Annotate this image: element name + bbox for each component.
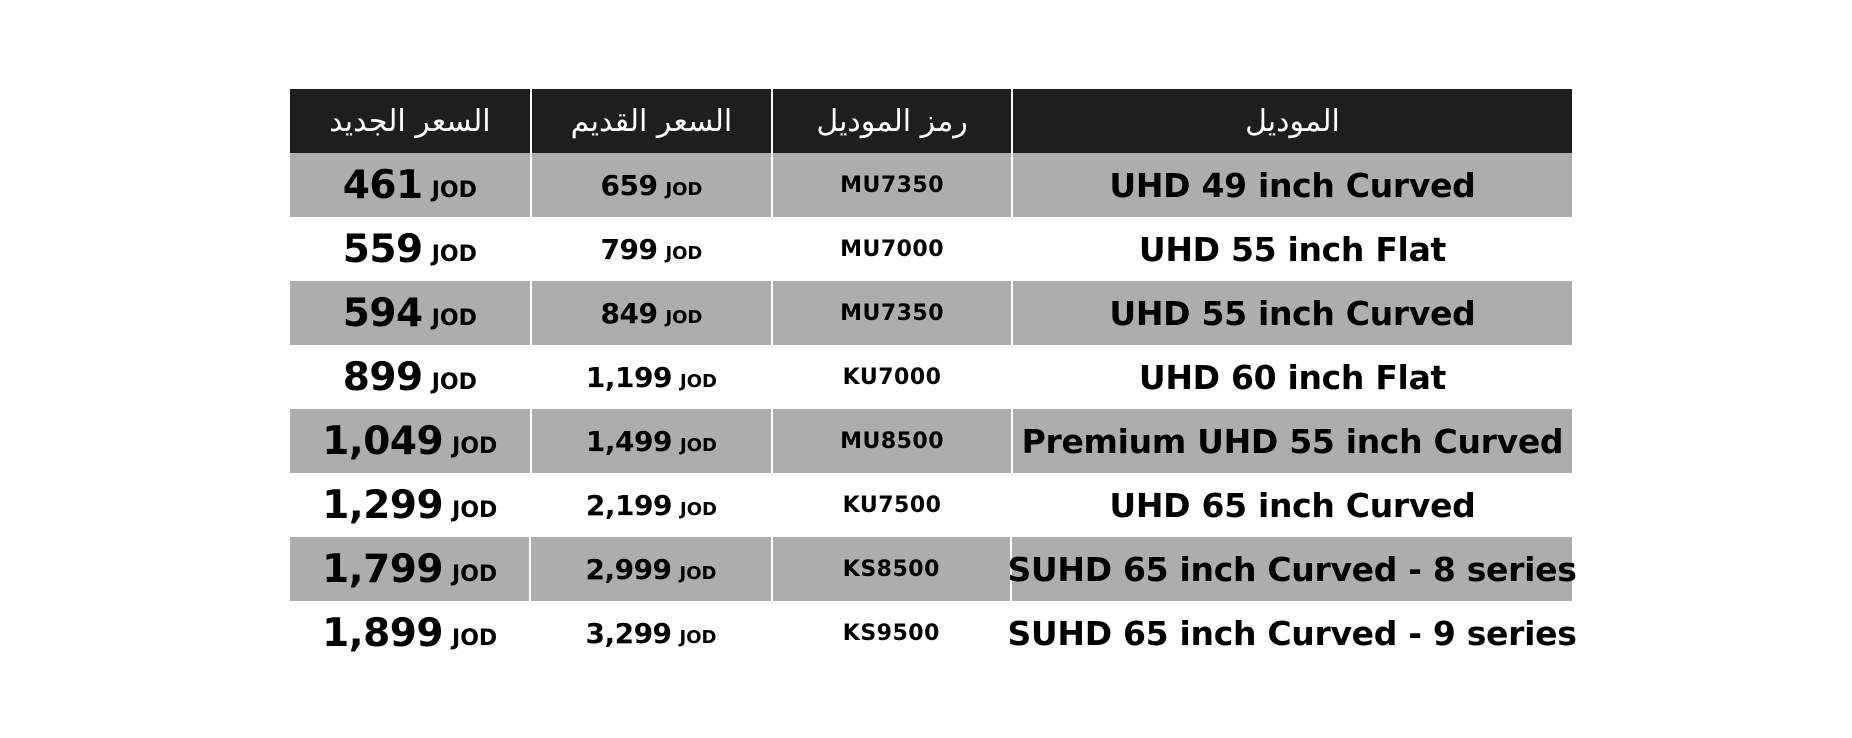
old-price-value: 1,499 xyxy=(585,424,672,458)
currency-label: JOD xyxy=(452,561,498,587)
currency-label: JOD xyxy=(680,370,717,392)
header-old-price xyxy=(532,89,772,153)
currency-label: JOD xyxy=(452,433,498,459)
currency-label: JOD xyxy=(665,242,703,264)
new-price-cell xyxy=(290,473,530,537)
header-model xyxy=(1013,89,1572,153)
model-cell xyxy=(1013,345,1572,409)
model-code-value: KU7500 xyxy=(842,492,942,518)
old-price-cell xyxy=(532,281,772,345)
currency-label: JOD xyxy=(431,305,477,331)
model-code-cell xyxy=(773,473,1011,537)
model-code-cell xyxy=(773,217,1011,281)
new-price-value: 559 xyxy=(342,226,423,272)
table-row xyxy=(290,217,1572,281)
currency-label: JOD xyxy=(431,177,477,203)
model-code-value: MU7350 xyxy=(840,300,945,326)
model-code-value: KS8500 xyxy=(842,556,940,582)
model-code-cell xyxy=(773,281,1011,345)
new-price-value: 1,799 xyxy=(322,546,444,592)
model-name: SUHD 65 inch Curved - 9 series xyxy=(1007,613,1577,653)
model-code-value: MU7000 xyxy=(840,236,945,262)
model-cell xyxy=(1013,473,1572,537)
header-model-code xyxy=(773,89,1011,153)
header-new-price-label: السعر الجديد xyxy=(329,103,491,139)
old-price-value: 3,299 xyxy=(585,616,672,650)
price-table xyxy=(290,89,1577,665)
header-old-price-label: السعر القديم xyxy=(570,103,733,139)
model-code-cell xyxy=(773,537,1010,601)
old-price-cell xyxy=(532,345,772,409)
model-code-value: KS9500 xyxy=(842,620,940,646)
model-name: Premium UHD 55 inch Curved xyxy=(1021,421,1564,461)
currency-label: JOD xyxy=(452,497,498,523)
new-price-value: 594 xyxy=(342,290,423,336)
new-price-cell xyxy=(290,217,530,281)
model-code-value: KU7000 xyxy=(842,364,942,390)
old-price-value: 1,199 xyxy=(585,360,672,394)
old-price-value: 2,999 xyxy=(585,552,672,586)
old-price-cell xyxy=(531,601,770,665)
old-price-cell xyxy=(532,153,772,217)
old-price-value: 659 xyxy=(600,168,658,202)
old-price-cell xyxy=(531,537,770,601)
old-price-cell xyxy=(532,473,772,537)
table-row xyxy=(290,537,1577,601)
model-name: SUHD 65 inch Curved - 8 series xyxy=(1007,549,1577,589)
currency-label: JOD xyxy=(679,626,717,648)
model-cell xyxy=(1013,281,1572,345)
model-name: UHD 65 inch Curved xyxy=(1109,485,1476,525)
new-price-cell xyxy=(290,601,529,665)
new-price-cell xyxy=(290,345,530,409)
old-price-value: 2,199 xyxy=(585,488,672,522)
table-row xyxy=(290,153,1572,217)
header-model-code-label: رمز الموديل xyxy=(816,103,968,139)
old-price-cell xyxy=(532,217,772,281)
new-price-cell xyxy=(290,281,530,345)
model-code-cell xyxy=(773,345,1011,409)
currency-label: JOD xyxy=(680,498,717,520)
currency-label: JOD xyxy=(679,562,717,584)
header-model-label: الموديل xyxy=(1245,103,1340,139)
model-name: UHD 55 inch Curved xyxy=(1109,293,1476,333)
table-row xyxy=(290,473,1572,537)
currency-label: JOD xyxy=(452,625,498,651)
currency-label: JOD xyxy=(431,241,477,267)
model-name: UHD 60 inch Flat xyxy=(1138,357,1447,397)
new-price-cell xyxy=(290,537,529,601)
new-price-cell xyxy=(290,153,530,217)
old-price-cell xyxy=(532,409,772,473)
table-header-row xyxy=(290,89,1572,153)
old-price-value: 849 xyxy=(600,296,658,330)
currency-label: JOD xyxy=(665,178,703,200)
new-price-value: 1,299 xyxy=(322,482,444,528)
currency-label: JOD xyxy=(665,306,703,328)
table-row xyxy=(290,281,1572,345)
model-code-cell xyxy=(773,409,1011,473)
model-code-cell xyxy=(773,153,1011,217)
model-cell xyxy=(1013,409,1572,473)
model-code-value: MU8500 xyxy=(840,428,945,454)
currency-label: JOD xyxy=(431,369,477,395)
new-price-value: 461 xyxy=(342,162,423,208)
model-cell xyxy=(1007,537,1577,601)
old-price-value: 799 xyxy=(600,232,658,266)
currency-label: JOD xyxy=(680,434,717,456)
model-code-value: MU7350 xyxy=(840,172,945,198)
new-price-value: 1,049 xyxy=(322,418,444,464)
new-price-cell xyxy=(290,409,530,473)
model-name: UHD 49 inch Curved xyxy=(1109,165,1476,205)
model-cell xyxy=(1013,153,1572,217)
table-row xyxy=(290,601,1577,665)
table-row xyxy=(290,345,1572,409)
model-cell xyxy=(1013,217,1572,281)
new-price-value: 1,899 xyxy=(322,610,444,656)
model-code-cell xyxy=(773,601,1010,665)
header-new-price xyxy=(290,89,530,153)
model-cell xyxy=(1007,601,1577,665)
new-price-value: 899 xyxy=(342,354,423,400)
model-name: UHD 55 inch Flat xyxy=(1138,229,1447,269)
table-row xyxy=(290,409,1572,473)
